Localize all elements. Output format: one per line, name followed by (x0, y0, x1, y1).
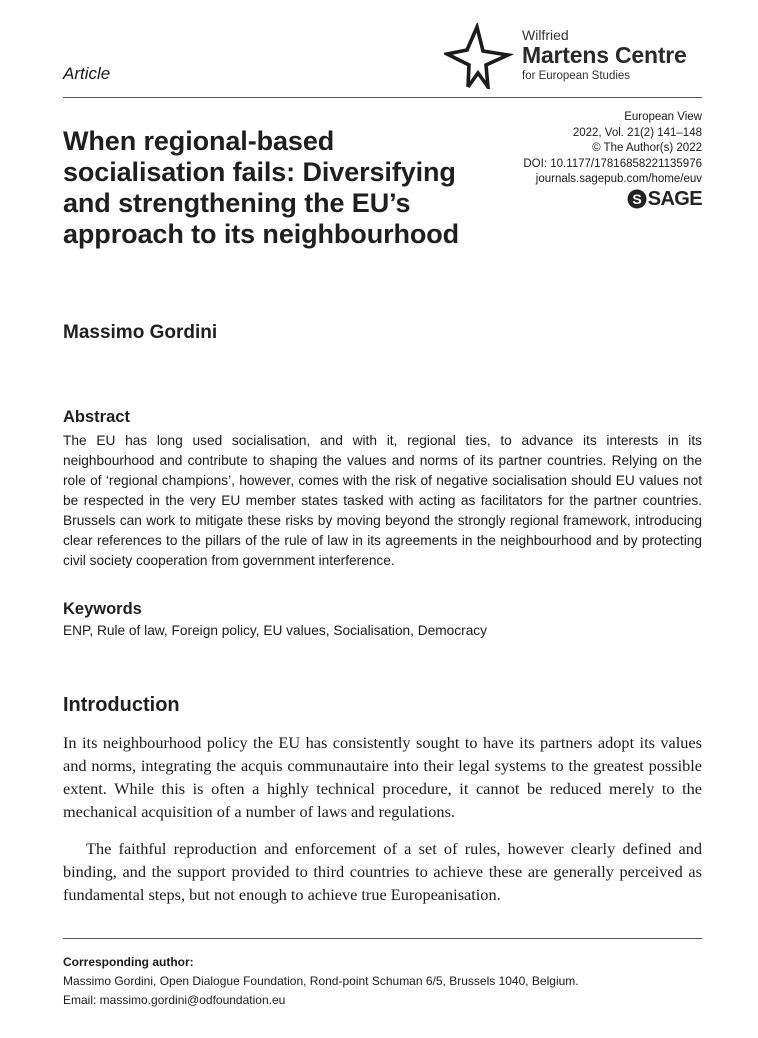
volume-info: 2022, Vol. 21(2) 141–148 (572, 126, 702, 139)
corresponding-author-email[interactable]: Email: massimo.gordini@odfoundation.eu (63, 993, 286, 1007)
abstract-text: The EU has long used socialisation, and with it, regional ties, to advance its interests in its neighbourhood and contribute to shaping the values and norms of its partner countries. Relying on the role of ‘regional champions’, however, comes with the risk of negative socialisation should EU values not be respected in the very EU member states tasked with acting as facilitators for the partner countries. Brussels can work to mitigate these risks by moving beyond the strongly regional framework, introducing clear references to the pillars of the rule of law in its agreements in the neighbourhood and by protecting civil society cooperation from government interference. (63, 433, 702, 568)
publication-meta (523, 110, 702, 188)
logo-line-martens-centre: Martens Centre (522, 42, 687, 68)
sage-logo (627, 188, 702, 210)
sage-s-icon (627, 189, 647, 209)
corresponding-author-heading: Corresponding author: (63, 955, 194, 969)
svg-text:S: S (632, 191, 642, 207)
intro-paragraph: The faithful reproduction and enforcement of a set of rules, however clearly defined and binding, and the support provided to third countries to achieve these are generally perceived as fundamental steps, but not enough to achieve true Europeanisation. (63, 839, 702, 904)
corresponding-author-address: Massimo Gordini, Open Dialogue Foundation, Rond-point Schuman 6/5, Brussels 1040, Belgium. (63, 974, 579, 988)
doi[interactable]: DOI: 10.1177/17816858221135976 (523, 157, 702, 170)
article-type-label: Article (63, 64, 111, 83)
sage-wordmark: SAGE (647, 187, 702, 210)
star-icon (444, 23, 514, 89)
corresponding-author-block (63, 953, 579, 1010)
intro-paragraph: In its neighbourhood policy the EU has consistently sought to have its partners adopt its values and norms, integrating the acquis communautaire into their legal systems to the greatest possible extent. While this is often a highly technical procedure, it cannot be reduced merely to the mechanical acquisition of a number of laws and regulations. (63, 733, 702, 821)
author-name: Massimo Gordini (63, 322, 218, 343)
abstract-heading: Abstract (63, 408, 130, 426)
footer-divider (63, 938, 702, 939)
introduction-heading: Introduction (63, 694, 180, 716)
logo-line-european-studies: for European Studies (522, 70, 631, 82)
copyright: © The Author(s) 2022 (592, 142, 702, 155)
article-title: When regional-based socialisation fails: Diversifying and strengthening the EU’s approach to its neighbourhood (63, 126, 460, 249)
header-divider (63, 97, 702, 98)
keywords-text: ENP, Rule of law, Foreign policy, EU values, Socialisation, Democracy (63, 623, 487, 638)
logo-line-wilfried: Wilfried (522, 27, 569, 43)
martens-centre-logo (522, 28, 687, 83)
journal-url[interactable]: journals.sagepub.com/home/euv (535, 173, 702, 186)
keywords-heading: Keywords (63, 600, 142, 618)
journal-name: European View (624, 111, 702, 123)
